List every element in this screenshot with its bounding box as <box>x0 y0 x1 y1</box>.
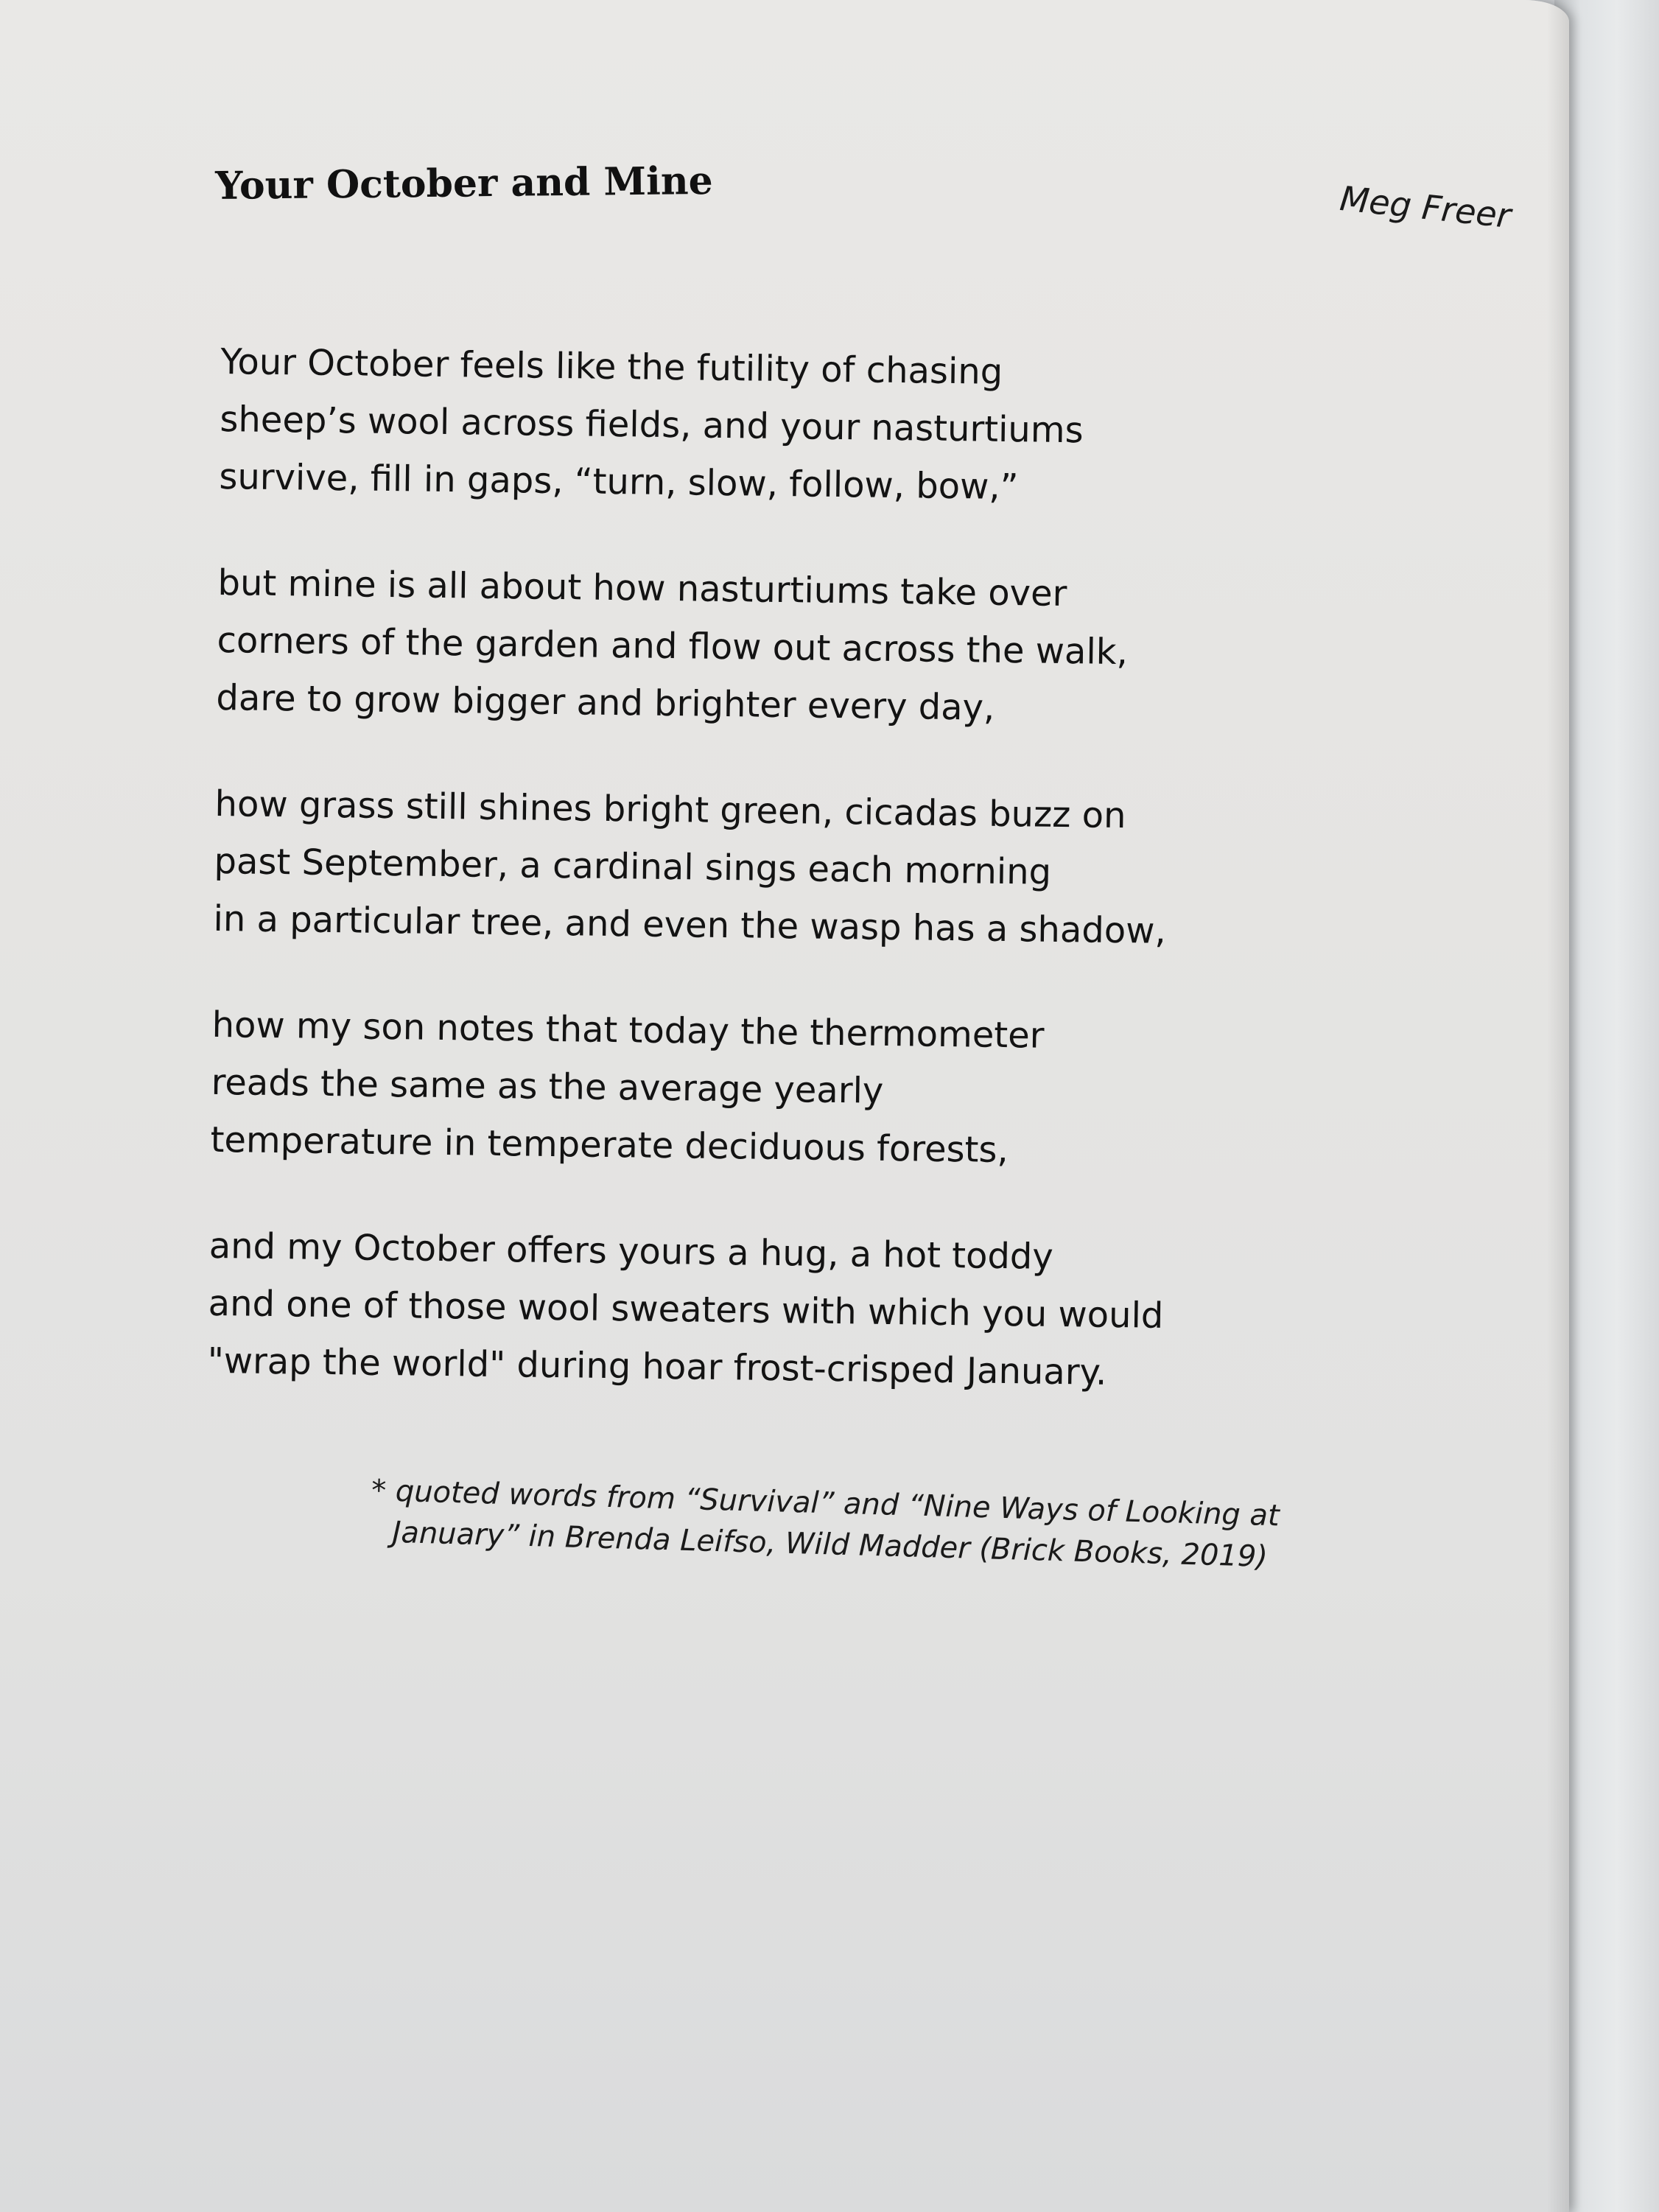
poem-line: reads the same as the average yearly <box>211 1061 884 1112</box>
stanza <box>219 333 1363 520</box>
poem-line: but mine is all about how nasturtiums take over <box>217 561 1067 615</box>
poem-line: and one of those wool sweaters with which you would <box>208 1282 1164 1337</box>
poem-line: sheep’s wool across fields, and your nasturtiums <box>220 398 1084 452</box>
poem-line: and my October offers yours a hug, a hot toddy <box>208 1225 1054 1278</box>
footnote-line: * quoted words from “Survival” and “Nine Ways of Looking at <box>371 1473 1280 1533</box>
poem-line: dare to grow bigger and brighter every day, <box>216 676 995 729</box>
poem-line: how my son notes that today the thermometer <box>211 1004 1045 1057</box>
footnote <box>370 1470 1280 1578</box>
poem-line: "wrap the world" during hoar frost-crisped January. <box>207 1340 1107 1393</box>
poem-author: Meg Freer <box>1338 178 1513 237</box>
poem-body <box>206 333 1363 1453</box>
stanza <box>210 996 1354 1183</box>
poem-title: Your October and Mine <box>215 158 713 209</box>
stanza <box>207 1217 1351 1404</box>
poem-line: temperature in temperate deciduous forests, <box>210 1119 1009 1172</box>
stanza <box>216 554 1360 741</box>
poem-line: in a particular tree, and even the wasp has a shadow, <box>213 897 1167 952</box>
poem-line: corners of the garden and flow out across the walk, <box>217 619 1129 673</box>
stanza <box>213 775 1357 962</box>
poem-line: survive, fill in gaps, “turn, slow, follow, bow,” <box>219 455 1019 508</box>
facing-page-edge <box>1554 0 1659 2212</box>
poem-line: Your October feels like the futility of chasing <box>220 340 1003 393</box>
poem-line: how grass still shines bright green, cicadas buzz on <box>214 783 1126 837</box>
footnote-line: January” in Brenda Leifso, Wild Madder (Brick Books, 2019) <box>392 1515 1269 1574</box>
poem-line: past September, a cardinal sings each morning <box>214 840 1052 893</box>
